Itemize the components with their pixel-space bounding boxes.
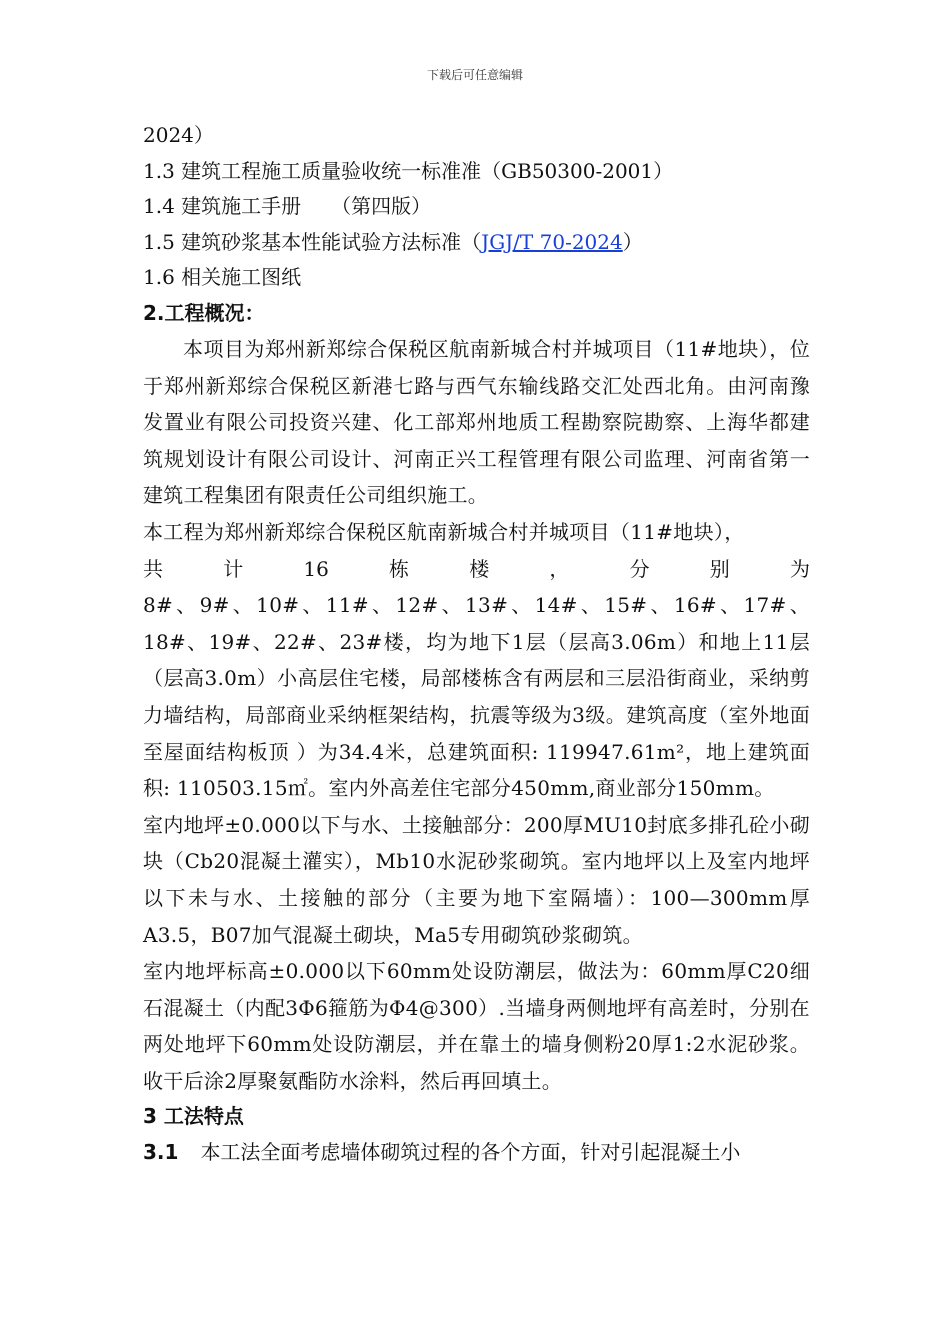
reference-item-1-5-text: 1.5 建筑砂浆基本性能试验方法标准（ (143, 229, 482, 254)
wall-material-paragraph: 室内地坪±0.000以下与水、土接触部分：200厚MU10封底多排孔砼小砌块（Cb20混凝土灌实），Mb10水泥砂浆砌筑。室内地坪以上及室内地坪以下未与水、土接触的部分（主要为地下室隔墙）：100—300mm厚A3.5，B07加气混凝土砌块，Ma5专用砌筑砂浆砌筑。 (143, 812, 810, 947)
reference-item-1-3: 1.3 建筑工程施工质量验收统一标准准（GB50300-2001） (143, 158, 674, 183)
spread-char: 共 (143, 556, 163, 581)
spread-char: ， (549, 556, 570, 581)
project-scope-paragraph: 8#、9#、10#、11#、12#、13#、14#、15#、16#、17#、18#、19#、22#、23#楼，均为地下1层（层高3.06m）和地上11层（层高3.0m）小高层住宅楼，局部楼栋含有两层和三层沿街商业，采纳剪力墙结构，局部商业采纳框架结构，抗震等级为3级。建筑高度（室外地面至屋面结构板顶 ）为34.4米，总建筑面积: 119947.61m²，地上建筑面积: 110503.15㎡。室内外高差住宅部分450mm,商业部分150mm。 (143, 593, 810, 801)
spread-char: 为 (789, 556, 810, 581)
section-3-heading: 3 工法特点 (143, 1104, 244, 1129)
reference-continuation: 2024） (143, 123, 214, 147)
project-scope-line: 本工程为郑州新郑综合保税区航南新城合村并城项目（11#地块）， (143, 519, 745, 544)
spread-char: 别 (709, 556, 730, 581)
document-body (143, 118, 810, 1170)
item-3-1-number: 3.1 (143, 1139, 179, 1164)
item-3-1-text: 本工法全面考虑墙体砌筑过程的各个方面，针对引起混凝土小 (200, 1139, 741, 1164)
reference-item-1-5 (143, 225, 810, 261)
damp-proof-paragraph: 室内地坪标高±0.000以下60mm处设防潮层，做法为：60mm厚C20细石混凝土（内配3Φ6箍筋为Φ4@300）.当墙身两侧地坪有高差时，分别在两处地坪下60mm处设防潮层，并在靠土的墙身侧粉20厚1:2水泥砂浆。收干后涂2厚聚氨酯防水涂料，然后再回填土。 (143, 959, 810, 1093)
standard-link[interactable]: JGJ/T 70-2024 (481, 229, 623, 254)
reference-item-1-4: 1.4 建筑施工手册 （第四版） (143, 194, 432, 218)
item-3-1 (143, 1135, 810, 1171)
spread-char: 楼 (469, 556, 490, 581)
spread-char: 栋 (389, 556, 410, 581)
spread-char: 分 (629, 556, 650, 581)
section-2-heading: 2.工程概况： (143, 300, 265, 325)
reference-item-1-5-close: ） (622, 229, 643, 254)
project-overview-paragraph: 本项目为郑州新郑综合保税区航南新城合村并城项目（11#地块），位于郑州新郑综合保税区新港七路与西气东输线路交汇处西北角。由河南豫发置业有限公司投资兴建、化工部郑州地质工程勘察院勘察、上海华都建筑规划设计有限公司设计、河南正兴工程管理有限公司监理、河南省第一建筑工程集团有限责任公司组织施工。 (143, 337, 810, 508)
spread-char: 16 (303, 556, 329, 581)
spread-char: 计 (223, 556, 244, 581)
project-scope-spread-line (143, 551, 810, 588)
reference-item-1-6: 1.6 相关施工图纸 (143, 265, 302, 289)
page-header: 下载后可任意编辑 (426, 68, 523, 82)
